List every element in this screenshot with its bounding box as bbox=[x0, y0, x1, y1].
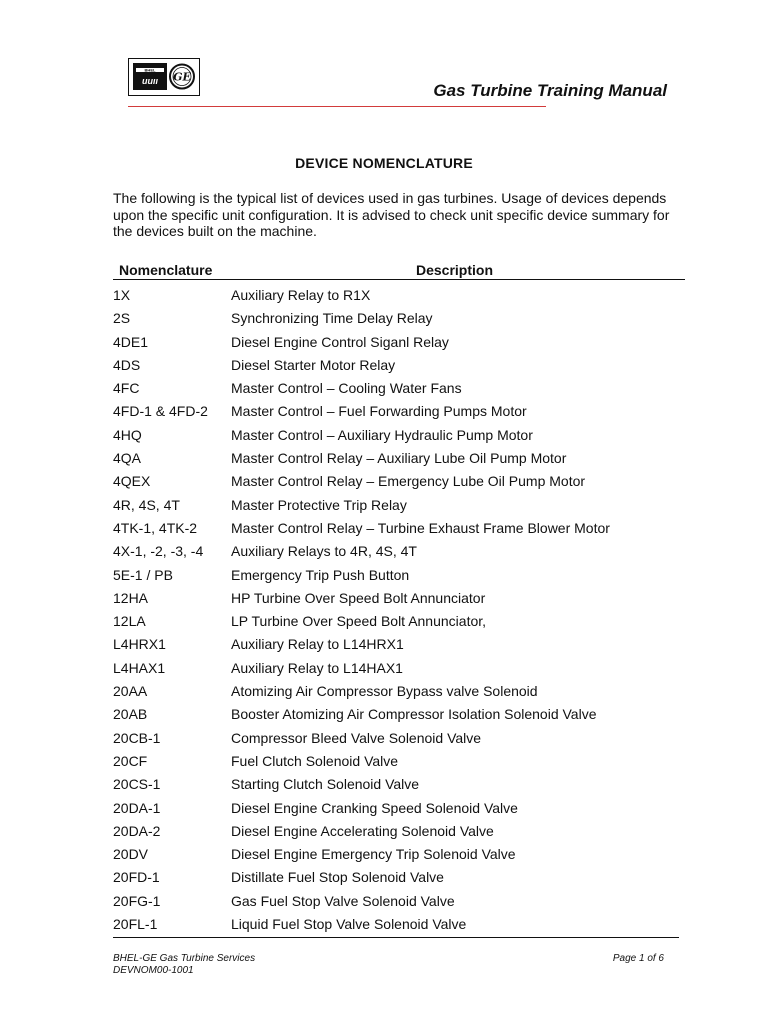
intro-paragraph: The following is the typical list of devices used in gas turbines. Usage of devices depends upon the specific unit configuration. It is advised to check unit specific device summary for the devices built on the machine. bbox=[113, 190, 670, 239]
device-code: 4R, 4S, 4T bbox=[113, 496, 180, 513]
table-row bbox=[0, 494, 768, 517]
table-row bbox=[0, 517, 768, 540]
column-header-nomenclature: Nomenclature bbox=[119, 262, 213, 278]
device-description: Master Protective Trip Relay bbox=[231, 496, 407, 513]
device-description: HP Turbine Over Speed Bolt Annunciator bbox=[231, 589, 486, 606]
device-code: 4DS bbox=[113, 356, 141, 373]
device-code: 12LA bbox=[113, 613, 146, 630]
device-code: 4FD-1 & 4FD-2 bbox=[113, 403, 208, 420]
table-row bbox=[0, 610, 768, 633]
table-row bbox=[0, 680, 768, 703]
device-code: 4X-1, -2, -3, -4 bbox=[113, 543, 204, 560]
device-description: Diesel Engine Cranking Speed Solenoid Valve bbox=[231, 799, 518, 816]
device-description: Gas Fuel Stop Valve Solenoid Valve bbox=[231, 892, 455, 909]
device-code: 1X bbox=[113, 287, 131, 303]
table-row bbox=[0, 587, 768, 610]
footer-doc-id: DEVNOM00-1001 bbox=[113, 965, 194, 976]
device-code: 20AB bbox=[113, 706, 148, 723]
device-code: L4HRX1 bbox=[113, 636, 166, 653]
device-code: 20CB-1 bbox=[113, 729, 161, 746]
table-row bbox=[0, 540, 768, 563]
table-row bbox=[0, 913, 768, 936]
device-code: 20AA bbox=[113, 683, 148, 700]
table-row bbox=[0, 564, 768, 587]
device-description: Auxiliary Relay to R1X bbox=[231, 287, 371, 303]
table-row bbox=[0, 447, 768, 470]
device-description: Synchronizing Time Delay Relay bbox=[231, 310, 433, 327]
table-header-divider bbox=[113, 279, 685, 280]
device-code: 4FC bbox=[113, 380, 140, 397]
table-row bbox=[0, 750, 768, 773]
device-description: Diesel Engine Emergency Trip Solenoid Valve bbox=[231, 846, 516, 863]
device-description: Auxiliary Relays to 4R, 4S, 4T bbox=[231, 543, 417, 560]
device-description: Starting Clutch Solenoid Valve bbox=[231, 776, 420, 793]
table-row bbox=[0, 773, 768, 796]
table-row bbox=[0, 470, 768, 493]
device-code: 5E-1 / PB bbox=[113, 566, 173, 583]
table-row bbox=[0, 633, 768, 656]
device-description: Master Control – Cooling Water Fans bbox=[231, 380, 462, 397]
device-table bbox=[0, 284, 768, 936]
device-description: Distillate Fuel Stop Solenoid Valve bbox=[231, 869, 444, 886]
table-row bbox=[0, 657, 768, 680]
device-description: Master Control – Auxiliary Hydraulic Pump Motor bbox=[231, 426, 533, 443]
device-code: 4DE1 bbox=[113, 333, 149, 350]
device-code: 20DA-2 bbox=[113, 822, 161, 839]
table-row bbox=[0, 424, 768, 447]
device-description: Master Control Relay – Turbine Exhaust Frame Blower Motor bbox=[231, 519, 610, 536]
company-logo bbox=[128, 58, 200, 96]
footer-divider bbox=[113, 937, 679, 938]
device-code: 20CS-1 bbox=[113, 776, 161, 793]
bhel-logo-text: BHEL bbox=[144, 67, 156, 73]
device-description: Master Control Relay – Emergency Lube Oil Pump Motor bbox=[231, 473, 586, 490]
device-description: LP Turbine Over Speed Bolt Annunciator, bbox=[231, 613, 487, 630]
device-code: 4QA bbox=[113, 450, 142, 467]
device-code: 2S bbox=[113, 310, 131, 327]
device-description: Master Control – Fuel Forwarding Pumps Motor bbox=[231, 403, 527, 420]
column-header-description: Description bbox=[416, 262, 494, 278]
device-description: Booster Atomizing Air Compressor Isolation Solenoid Valve bbox=[231, 706, 597, 723]
manual-title: Gas Turbine Training Manual bbox=[433, 81, 667, 100]
table-row bbox=[0, 843, 768, 866]
table-row bbox=[0, 820, 768, 843]
device-description: Atomizing Air Compressor Bypass valve Solenoid bbox=[231, 683, 538, 700]
device-code: L4HAX1 bbox=[113, 659, 166, 676]
device-description: Master Control Relay – Auxiliary Lube Oil Pump Motor bbox=[231, 450, 567, 467]
device-code: 4HQ bbox=[113, 426, 142, 443]
device-description: Compressor Bleed Valve Solenoid Valve bbox=[231, 729, 482, 746]
device-code: 20DA-1 bbox=[113, 799, 161, 816]
device-description: Diesel Starter Motor Relay bbox=[231, 356, 396, 373]
table-row bbox=[0, 890, 768, 913]
table-row bbox=[0, 797, 768, 820]
table-row bbox=[0, 703, 768, 726]
device-code: 4QEX bbox=[113, 473, 151, 490]
device-description: Emergency Trip Push Button bbox=[231, 566, 410, 583]
device-description: Diesel Engine Accelerating Solenoid Valve bbox=[231, 822, 494, 839]
device-description: Auxiliary Relay to L14HAX1 bbox=[231, 659, 403, 676]
device-description: Auxiliary Relay to L14HRX1 bbox=[231, 636, 404, 653]
footer-info bbox=[113, 953, 255, 977]
device-description: Fuel Clutch Solenoid Valve bbox=[231, 752, 399, 769]
svg-text:uuıı: uuıı bbox=[142, 76, 158, 86]
page-number: Page 1 of 6 bbox=[612, 953, 664, 964]
device-code: 20FG-1 bbox=[113, 892, 161, 909]
device-description: Liquid Fuel Stop Valve Solenoid Valve bbox=[231, 916, 467, 933]
page-title: DEVICE NOMENCLATURE bbox=[295, 155, 473, 171]
table-row bbox=[0, 400, 768, 423]
table-row bbox=[0, 727, 768, 750]
device-description: Diesel Engine Control Siganl Relay bbox=[231, 333, 449, 350]
table-row bbox=[0, 307, 768, 330]
table-row bbox=[0, 284, 768, 307]
ge-logo-mark: GE bbox=[173, 70, 191, 84]
device-code: 20FL-1 bbox=[113, 916, 158, 933]
header-divider bbox=[128, 106, 546, 107]
table-row bbox=[0, 331, 768, 354]
table-row bbox=[0, 866, 768, 889]
device-code: 20DV bbox=[113, 846, 149, 863]
table-row bbox=[0, 354, 768, 377]
device-code: 12HA bbox=[113, 589, 149, 606]
device-code: 20FD-1 bbox=[113, 869, 160, 886]
table-row bbox=[0, 377, 768, 400]
device-code: 20CF bbox=[113, 752, 148, 769]
footer-org: BHEL-GE Gas Turbine Services bbox=[113, 953, 256, 964]
device-code: 4TK-1, 4TK-2 bbox=[113, 519, 198, 536]
